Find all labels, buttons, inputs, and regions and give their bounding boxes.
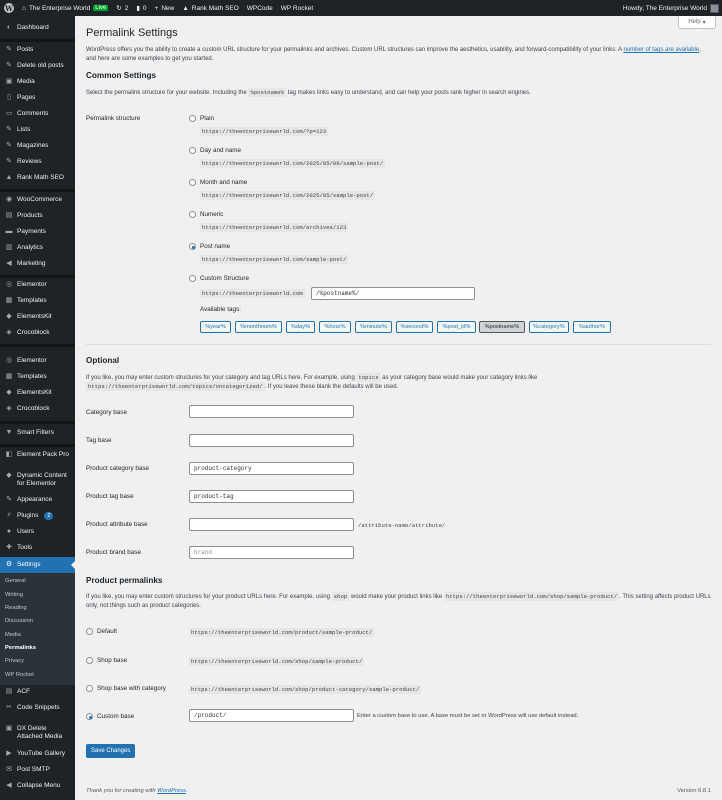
product-desc [86,593,711,610]
radio-day-and-name[interactable] [189,147,196,154]
menu-pages[interactable] [0,94,75,102]
menu-label: Marketing [17,260,46,267]
intro-text-a: WordPress offers you the ability to create a custom URL structure for your permalinks and archives. Custom URL structures can improve the aesthetics, usability, and forward-compatibility of your links. A [86,47,622,53]
menu-label: Elementor [17,357,47,364]
section-divider [86,344,711,345]
pin-icon: ✎ [6,126,12,133]
menu-label: Crocoblock [17,405,50,412]
menu-payments[interactable] [0,228,75,236]
menu-separator [0,39,75,42]
product-example-shop-category: https://theenterpriseworld.com/shop/product-category/sample-product/ [191,686,420,693]
admin-menu [0,16,75,800]
menu-label: Crocoblock [17,329,50,336]
menu-post-smtp[interactable] [0,766,75,774]
example-numeric: https://theenterpriseworld.com/archives/123 [202,224,347,231]
elementor-icon: ◎ [5,281,13,288]
menu-label: Payments [17,228,46,235]
option-label-day-and-name: Day and name [200,147,241,154]
option-label-post-name: Post name [200,243,231,250]
custom-structure-input[interactable]: /%postname%/ [311,287,475,300]
tag-button-hour[interactable]: %hour% [319,321,351,333]
menu-label: Plugins [17,512,39,519]
submenu-wp-rocket[interactable]: WP Rocket [5,672,34,678]
collapse-icon: ◀ [6,782,12,789]
help-tab-button[interactable] [678,16,716,29]
menu-crocoblock[interactable] [0,329,75,337]
menu-users[interactable] [0,528,75,536]
collapse-menu[interactable] [0,782,75,790]
menu-label: Comments [17,110,49,117]
menu-element-pack[interactable] [0,451,75,459]
optional-desc-a: If you like, you may enter custom structures for your category and tag URLs here. For example, using [86,375,355,381]
tag-button-post-id[interactable]: %post_id% [437,321,476,333]
menu-label: Post SMTP [17,766,50,773]
radio-plain[interactable] [189,115,196,122]
example-post-name: https://theenterpriseworld.com/sample-post/ [202,256,347,263]
menu-settings[interactable] [0,557,75,573]
wpcode-menu[interactable] [243,0,277,16]
main-content [75,16,722,800]
menu-elementor-2[interactable] [0,357,75,365]
page-title: Permalink Settings [86,27,178,39]
templates-icon: ▦ [5,297,13,304]
product-attribute-base-input[interactable] [189,518,354,531]
my-account-menu[interactable] [623,0,719,16]
menu-label: WooCommerce [17,196,63,203]
product-category-base-input[interactable]: product-category [189,462,354,475]
menu-separator [0,344,75,347]
menu-label: DX Delete Attached Media [17,725,63,740]
admin-bar [0,0,722,16]
submenu-media[interactable]: Media [5,632,21,638]
category-base-input[interactable] [189,405,354,418]
woocommerce-icon: ◉ [5,196,13,203]
save-changes-button[interactable]: Save Changes [86,744,135,758]
shop-example-code: https://theenterpriseworld.com/shop/sample-product/ [445,593,618,600]
menu-woocommerce[interactable] [0,196,75,204]
menu-code-snippets[interactable] [0,704,75,712]
menu-dashboard[interactable] [0,24,75,32]
menu-lists[interactable] [0,126,75,134]
footer-thanks-end: . [185,788,188,794]
radio-product-shop-category[interactable] [86,685,93,692]
menu-label: Code Snippets [17,704,60,711]
product-option-label-shop-category: Shop base with category [97,685,166,692]
product-category-base-label: Product category base [86,465,150,472]
elementskit-icon: ◆ [6,389,12,396]
menu-acf[interactable] [0,688,75,696]
analytics-icon: ▥ [5,244,13,251]
pin-icon: ✎ [6,158,12,165]
comment-icon: ▭ [5,110,13,117]
menu-label: ACF [17,688,30,695]
menu-youtube-gallery[interactable] [0,750,75,758]
element-pack-icon: ◧ [5,451,13,458]
menu-label: ElementsKit [17,313,52,320]
rank-math-icon: ▲ [5,174,13,181]
menu-label: Elementor [17,281,47,288]
intro-text [86,46,711,63]
delete-media-icon: ▣ [5,725,13,732]
menu-label: Reviews [17,158,42,165]
pin-icon: ✎ [6,142,12,149]
menu-rank-math[interactable] [0,174,75,182]
menu-label: Settings [17,561,41,568]
menu-templates[interactable] [0,297,75,305]
menu-dynamic-content[interactable] [0,472,75,488]
menu-separator [0,421,75,424]
wrench-icon: ✚ [6,544,12,551]
menu-label: Smart Filters [17,429,54,436]
menu-marketing[interactable] [0,260,75,268]
settings-icon: ⚙ [5,561,13,568]
tag-button-second[interactable]: %second% [396,321,433,333]
menu-label: Tools [17,544,33,551]
plus-icon: + [154,4,159,12]
footer-thanks-text: Thank you for creating with [86,788,156,794]
menu-smart-filters[interactable] [0,429,75,437]
product-desc-c: . This setting affects product URLs only, not things such as product categories. [86,594,711,609]
menu-comments[interactable] [0,110,75,118]
tag-button-year[interactable]: %year% [200,321,231,333]
submenu-privacy[interactable]: Privacy [5,658,25,664]
menu-elementskit-2[interactable] [0,389,75,397]
settings-submenu [0,573,75,685]
product-option-label-shop-base: Shop base [97,657,128,664]
plugins-update-badge: 2 [44,512,53,520]
footer-version: Version 6.8.1 [677,788,711,794]
submenu-general[interactable]: General [5,578,26,584]
acf-icon: ▤ [5,688,13,695]
tag-button-day[interactable]: %day% [286,321,315,333]
option-label-custom-structure: Custom Structure [200,275,249,282]
menu-label: Products [17,212,43,219]
menu-label: Appearance [17,496,53,503]
rank-math-icon: ▲ [182,4,189,12]
brush-icon: ✎ [6,496,12,503]
site-name-menu[interactable] [18,0,112,16]
tags-available-link[interactable]: number of tags are available [623,47,700,53]
menu-label: Dashboard [17,24,49,31]
radio-month-and-name[interactable] [189,179,196,186]
menu-label: Users [17,528,34,535]
option-label-numeric: Numeric [200,211,224,218]
plugin-icon: ⚡ [6,512,12,519]
menu-delete-old-posts[interactable] [0,62,75,70]
product-tag-base-input[interactable]: product-tag [189,490,354,503]
menu-appearance[interactable] [0,496,75,504]
templates-icon: ▦ [5,373,13,380]
menu-label: ElementsKit [17,389,52,396]
option-label-month-and-name: Month and name [200,179,248,186]
product-permalinks-heading: Product permalinks [86,576,163,585]
custom-structure-prefix: https://theenterpriseworld.com [202,290,303,297]
product-option-label-default: Default [97,628,117,635]
rank-math-label: Rank Math SEO [191,4,239,12]
updates-menu[interactable] [112,0,132,16]
media-icon: ▣ [5,78,13,85]
menu-plugins[interactable] [0,512,75,520]
tag-button-author[interactable]: %author% [573,321,611,333]
product-example-default: https://theenterpriseworld.com/product/sample-product/ [191,629,373,636]
menu-label: Element Pack Pro [17,451,70,458]
crocoblock-icon: ◈ [6,329,12,336]
available-tags-label: Available tags: [200,306,241,313]
optional-heading: Optional [86,356,120,365]
radio-product-custom-base[interactable] [86,713,93,720]
comments-menu[interactable] [132,0,150,16]
product-attribute-base-label: Product attribute base [86,521,148,528]
help-label: Help [688,19,701,25]
menu-magazines[interactable] [0,142,75,150]
wp-logo-menu[interactable] [0,0,18,16]
product-brand-base-label: Product brand base [86,549,141,556]
menu-label: Collapse Menu [17,782,61,789]
product-brand-base-input[interactable]: brand [189,546,354,559]
page-icon: ▯ [7,94,11,101]
menu-label: YouTube Gallery [17,750,65,757]
category-base-label: Category base [86,409,127,416]
product-custom-base-input[interactable]: /product/ [189,709,354,722]
menu-label: Pages [17,94,36,101]
menu-separator [0,444,75,447]
menu-elementor[interactable] [0,281,75,289]
wp-rocket-menu[interactable] [277,0,317,16]
common-settings-heading: Common Settings [86,71,157,80]
rank-math-menu[interactable] [178,0,242,16]
marketing-icon: ◀ [6,260,12,267]
example-day-and-name: https://theenterpriseworld.com/2025/05/09/sample-post/ [202,160,384,167]
menu-separator [0,189,75,192]
dynamic-content-icon: ◆ [6,472,12,479]
pin-icon: ✎ [6,62,12,69]
code-snippets-icon: ✂ [6,704,12,711]
submenu-permalinks[interactable]: Permalinks [5,645,36,651]
product-tag-base-label: Product tag base [86,493,134,500]
new-label: New [161,4,175,12]
tag-button-minute[interactable]: %minute% [355,321,392,333]
users-icon: ● [6,528,12,535]
wpcode-label: WPCode [246,4,273,12]
caret-down-icon: ▾ [702,19,706,26]
product-option-label-custom-base: Custom base [97,713,135,720]
topics-code: topics [358,374,379,381]
avatar [710,4,719,13]
menu-label: Media [17,78,35,85]
elementor-icon: ◎ [5,357,13,364]
radio-product-shop-base[interactable] [86,657,93,664]
home-icon: ⌂ [22,4,26,12]
menu-label: Posts [17,46,34,53]
shop-code: shop [333,593,348,600]
submenu-writing[interactable]: Writing [5,592,23,598]
menu-label: Lists [17,126,31,133]
menu-elementskit[interactable] [0,313,75,321]
option-label-plain: Plain [200,115,215,122]
example-month-and-name: https://theenterpriseworld.com/2025/05/sample-post/ [202,192,374,199]
tag-base-input[interactable] [189,434,354,447]
product-desc-a: If you like, you may enter custom structures for your product URLs here. For example, using [86,594,331,600]
intro-text-b: , and here are some examples to get you started. [86,47,701,62]
new-content-menu[interactable] [151,0,179,16]
menu-label: Templates [17,373,47,380]
mail-icon: ✉ [6,766,12,773]
common-desc-a: Select the permalink structure for your website. Including the [86,90,247,96]
footer-thanks [86,788,188,794]
tag-button-postname[interactable]: %postname% [479,321,525,333]
wordpress-logo-icon: W [5,3,13,13]
product-desc-b: would make your product links like [350,594,443,600]
howdy-text: Howdy, The Enterprise World [622,4,707,12]
elementskit-icon: ◆ [6,313,12,320]
attribute-base-suffix: /attribute-name/attribute/ [358,522,446,529]
radio-product-default[interactable] [86,628,93,635]
optional-desc [86,374,566,391]
submenu-reading[interactable]: Reading [5,605,27,611]
crocoblock-icon: ◈ [6,405,12,412]
menu-label: Magazines [17,142,49,149]
optional-desc-c: . If you leave these blank the defaults will be used. [264,383,399,390]
product-example-shop-base: https://theenterpriseworld.com/shop/sample-product/ [191,658,363,665]
live-badge: Live [95,5,107,11]
wp-rocket-label: WP Rocket [280,4,314,12]
comments-count: 0 [142,4,147,12]
menu-label: Rank Math SEO [17,174,64,181]
menu-label: Templates [17,297,47,304]
example-plain: https://theenterpriseworld.com/?p=123 [202,128,327,135]
common-desc-b: tag makes links easy to understand, and can help your posts rank higher in search engines. [287,90,531,96]
pin-icon: ✎ [6,46,12,53]
postname-code: %postname% [250,89,284,96]
menu-analytics[interactable] [0,244,75,252]
wordpress-link[interactable]: WordPress [157,788,186,794]
comment-icon: ▮ [136,5,140,12]
radio-numeric[interactable] [189,211,196,218]
radio-post-name[interactable] [189,243,196,250]
menu-dx-delete[interactable] [0,725,75,741]
payments-icon: ▬ [5,228,13,235]
menu-products[interactable] [0,212,75,220]
updates-count: 2 [124,4,129,12]
menu-separator [0,275,75,278]
radio-custom-structure[interactable] [189,275,196,282]
menu-label: Dynamic Content for Elementor [17,472,67,487]
optional-desc-b: as your category base would make your category links like [382,375,538,381]
menu-templates-2[interactable] [0,373,75,381]
menu-tools[interactable] [0,544,75,552]
submenu-discussion[interactable]: Discussion [5,618,34,624]
youtube-icon: ▶ [6,750,12,757]
tag-button-category[interactable]: %category% [529,321,569,333]
menu-crocoblock-2[interactable] [0,405,75,413]
permalink-structure-label: Permalink structure [86,115,141,122]
dashboard-icon: ◐ [6,24,12,31]
common-desc [86,89,711,98]
updates-icon: ↻ [116,5,122,12]
menu-label: Analytics [17,244,44,251]
menu-reviews[interactable] [0,158,75,166]
menu-posts[interactable] [0,46,75,54]
topics-example-code: https://theenterpriseworld.com/topics/uncategorized/ [88,382,263,390]
custom-base-note: Enter a custom base to use. A base must be set or WordPress will use default instead. [357,713,579,719]
menu-label: Delete old posts [17,62,64,69]
filter-icon: ▼ [5,429,13,436]
tag-button-monthnum[interactable]: %monthnum% [235,321,282,333]
tag-base-label: Tag base [86,437,112,444]
menu-media[interactable] [0,78,75,86]
site-name: The Enterprise World [28,4,91,12]
products-icon: ▤ [5,212,13,219]
